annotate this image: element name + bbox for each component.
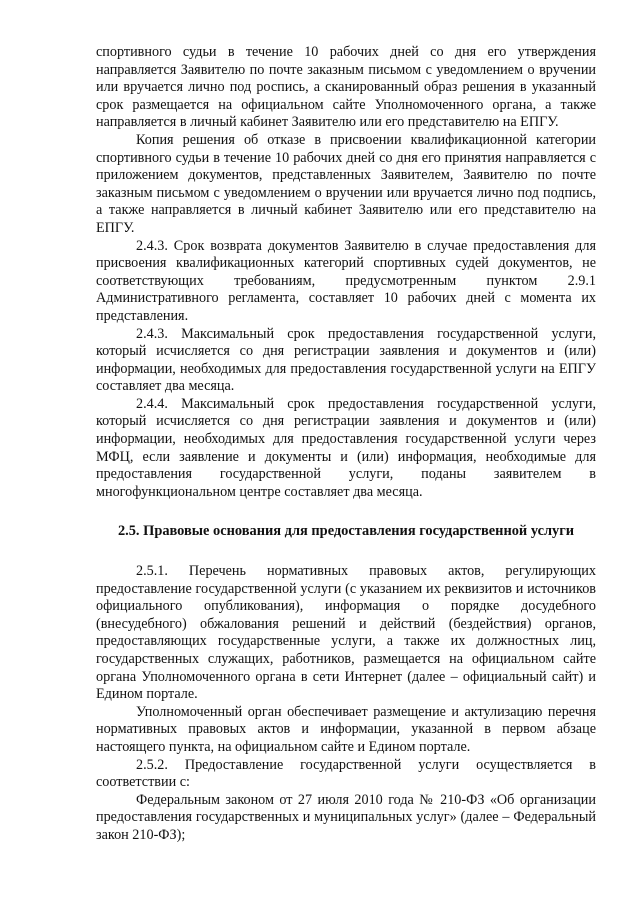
paragraph-decision-sending: спортивного судьи в течение 10 рабочих дней со дня его утверждения направляется Заявителю по почте заказным письмом с уведомлением о вручении или вручается лично под роспись, а сканированный образ решения в указанный срок размещается на официальном сайте Уполномоченного органа, а также направляется в личный кабинет Заявителю или его представителю на ЕПГУ. [96, 44, 596, 131]
spacer [96, 541, 596, 563]
paragraph-refusal-copy: Копия решения об отказе в присвоении квалификационной категории спортивного судьи в течение 10 рабочих дней со дня его принятия направляется с приложением документов, представленных Заявителем, Заявителю по почте заказным письмом с уведомлением о вручении или вручается лично под подпись, а также направляется в личный кабинет Заявителю или его представителю на ЕПГУ. [96, 131, 596, 236]
spacer [96, 501, 596, 523]
paragraph-2-4-3-max-term-epgu: 2.4.3. Максимальный срок предоставления государственной услуги, который исчисляется со дня регистрации заявления и документов и (или) информации, необходимых для предоставления государственной услуги на ЕПГУ составляет два месяца. [96, 325, 596, 395]
paragraph-2-5-2-basis: 2.5.2. Предоставление государственной услуги осуществляется в соответствии с: [96, 756, 596, 791]
paragraph-authority-publication: Уполномоченный орган обеспечивает размещение и актулизацию перечня нормативных правовых актов и информации, указанной в первом абзаце настоящего пункта, на официальном сайте и Едином портале. [96, 703, 596, 755]
paragraph-2-4-3-return-term: 2.4.3. Срок возврата документов Заявителю в случае предоставления для присвоения квалификационных категорий спортивных судей документов, не соответствующих требованиям, предусмотренным пунктом 2.9.1 Административного регламента, составляет 10 рабочих дней с момента их представления. [96, 237, 596, 324]
paragraph-federal-law-210: Федеральным законом от 27 июля 2010 года № 210-ФЗ «Об организации предоставления государственных и муниципальных услуг» (далее – Федеральный закон 210-ФЗ); [96, 791, 596, 843]
section-heading-2-5: 2.5. Правовые основания для предоставления государственной услуги [117, 523, 575, 540]
paragraph-2-5-1-legal-acts-list: 2.5.1. Перечень нормативных правовых актов, регулирующих предоставление государственной услуги (с указанием их реквизитов и источников официального опубликования), информация о порядке досудебного (внесудебного) обжалования решений и действий (бездействия) органов, предоставляющих государственные услуги, а также их должностных лиц, государственных служащих, работников, размещается на официальном сайте органа Уполномоченного органа в сети Интернет (далее – официальный сайт) и Едином портале. [96, 563, 596, 703]
document-page [96, 44, 596, 845]
paragraph-2-4-4-max-term-mfc: 2.4.4. Максимальный срок предоставления государственной услуги, который исчисляется со дня регистрации заявления и документов и (или) информации, необходимых для предоставления государственной услуги через МФЦ, если заявление и документы и (или) информация, необходимые для предоставления государственной услуги, поданы заявителем в многофункциональном центре составляет два месяца. [96, 395, 596, 500]
